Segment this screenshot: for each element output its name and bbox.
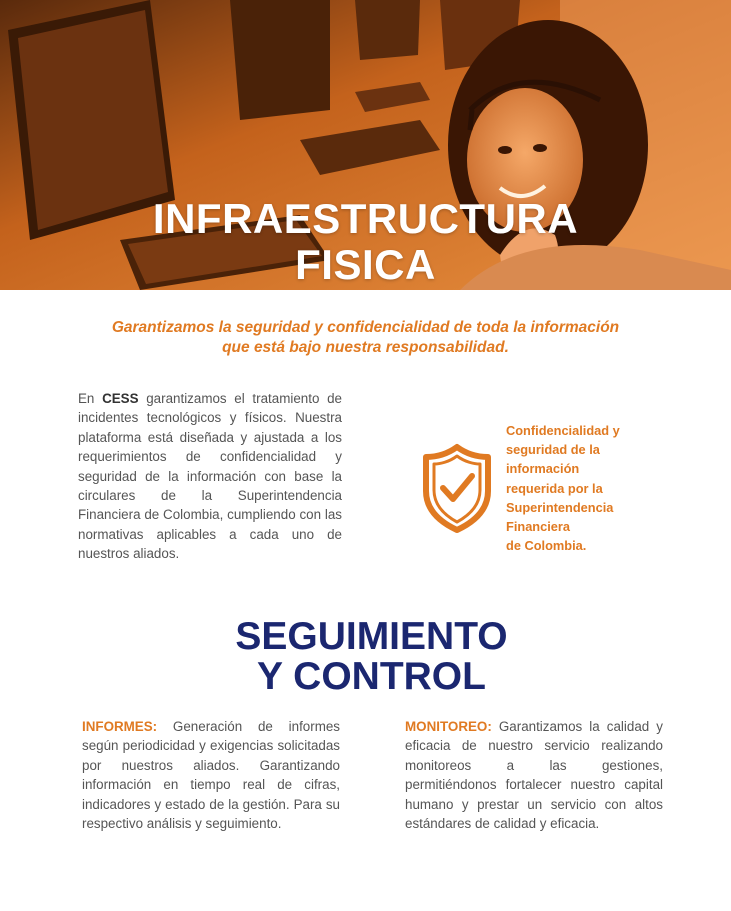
monitoreo-column [405,717,663,833]
section-title-line2: Y CONTROL [257,655,486,698]
hero-title-line2: FISICA [295,241,436,288]
tagline-line2: que está bajo nuestra responsabilidad. [222,339,509,356]
highlight-text [506,421,666,555]
tagline-line1: Garantizamos la seguridad y confidencialidad de toda la información [111,319,620,336]
highlight-line: seguridad de la [506,442,600,458]
highlight-line: Confidencialidad y [506,423,620,438]
highlight-line: requerida por la [506,480,603,496]
highlight-line: Superintendencia [506,499,614,515]
intro-brand: CESS [102,391,139,406]
informes-body: Generación de informes según periodicidad y exigencias solicitadas por nuestros aliados. Garantizando información en tiempo real de cifras, indicadores y estado de la gestión. Para su respectivo análisis y seguimiento. [82,719,340,832]
monitoreo-body: Garantizamos la calidad y eficacia de nuestro servicio realizando monitoreos a las gestiones, permitiéndonos fortalecer nuestro capital humano y prestar un servicio con altos estándares de calidad y eficacia. [405,719,663,832]
intro-paragraph [78,389,342,564]
informes-column [82,717,340,833]
hero-banner [0,0,731,290]
highlight-line: Financiera [506,519,571,535]
intro-body: garantizamos el tratamiento de incidentes tecnológicos y físicos. Nuestra plataforma está diseñada y ajustada a los requerimientos de confidencialidad y seguridad de la información con base la circulares de la Superintendencia Financiera de Colombia, cumpliendo con las normativas aplicables a cada uno de nuestros aliados. [78,391,342,562]
hero-title [0,196,731,288]
intro-prefix: En [78,391,103,406]
highlight-line: información [506,461,580,477]
tagline [60,318,671,358]
section-title-line1: SEGUIMIENTO [235,615,508,658]
shield-check-icon [422,443,492,533]
monitoreo-lead: MONITOREO: [405,719,492,734]
highlight-line: de Colombia. [506,538,587,554]
hero-title-line1: INFRAESTRUCTURA [152,195,579,242]
section-title [0,617,731,697]
informes-lead: INFORMES: [82,719,158,734]
